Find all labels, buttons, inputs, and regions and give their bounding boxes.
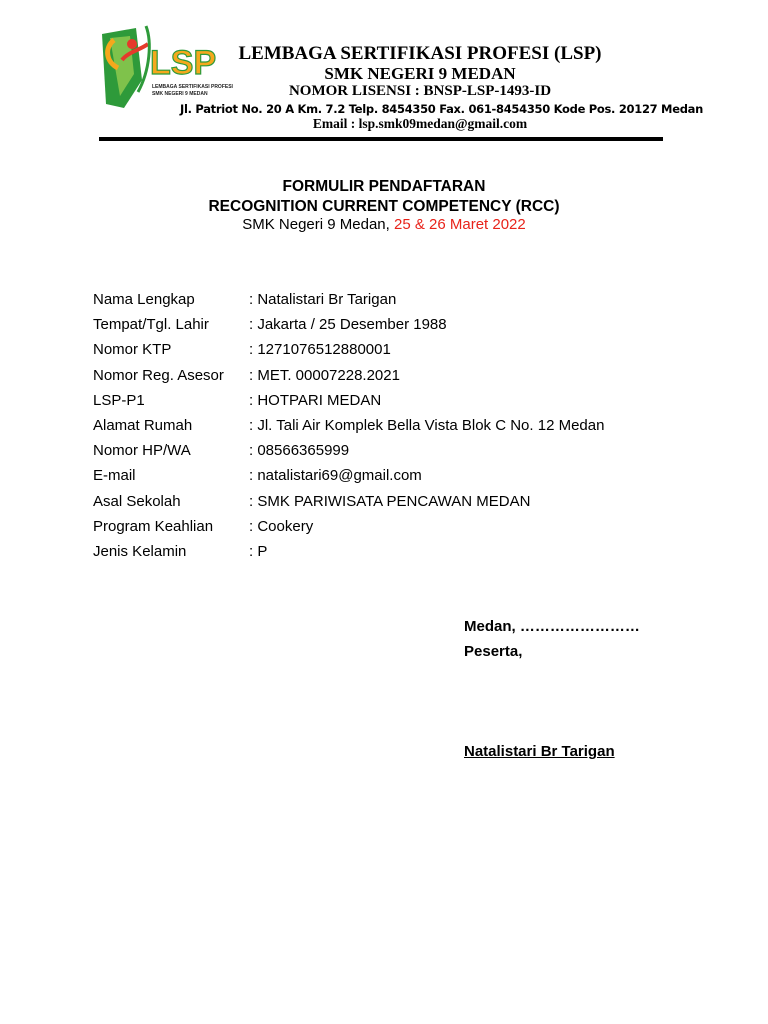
letterhead-address: Jl. Patriot No. 20 A Km. 7.2 Telp. 8454350 Fax. 061-8454350 Kode Pos. 20127 Medan bbox=[180, 102, 703, 116]
letterhead-org-name: LEMBAGA SERTIFIKASI PROFESI (LSP) bbox=[238, 43, 602, 64]
field-row bbox=[93, 340, 604, 365]
signature-name: Natalistari Br Tarigan bbox=[464, 743, 615, 760]
field-label: LSP-P1 bbox=[93, 391, 145, 409]
field-row bbox=[93, 466, 604, 491]
field-value: : HOTPARI MEDAN bbox=[249, 391, 382, 409]
field-row bbox=[93, 416, 604, 441]
field-label: Nomor HP/WA bbox=[93, 442, 191, 460]
letterhead-license: NOMOR LISENSI : BNSP-LSP-1493-ID bbox=[288, 83, 552, 99]
signature-role: Peserta, bbox=[464, 643, 523, 660]
event-dates: 25 & 26 Maret 2022 bbox=[393, 216, 526, 233]
field-label: Nomor KTP bbox=[93, 341, 172, 359]
field-value: : 1271076512880001 bbox=[249, 341, 391, 359]
field-value: : Jakarta / 25 Desember 1988 bbox=[249, 316, 447, 334]
field-row bbox=[93, 366, 604, 391]
field-row bbox=[93, 441, 604, 466]
field-label: Asal Sekolah bbox=[93, 492, 181, 510]
field-label: Nomor Reg. Asesor bbox=[93, 366, 224, 384]
header-divider bbox=[99, 137, 663, 141]
logo-text: LSP bbox=[150, 44, 217, 82]
field-label: Tempat/Tgl. Lahir bbox=[93, 316, 209, 334]
field-value: : natalistari69@gmail.com bbox=[249, 467, 422, 485]
field-row bbox=[93, 517, 604, 542]
field-value: : Jl. Tali Air Komplek Bella Vista Blok C No. 12 Medan bbox=[249, 416, 605, 434]
form-subtitle: RECOGNITION CURRENT COMPETENCY (RCC) bbox=[208, 198, 560, 215]
field-label: Alamat Rumah bbox=[93, 416, 193, 434]
field-row bbox=[93, 391, 604, 416]
field-value: : Cookery bbox=[249, 517, 314, 535]
field-row bbox=[93, 290, 604, 315]
form-title: FORMULIR PENDAFTARAN bbox=[282, 178, 486, 195]
location-text: SMK Negeri 9 Medan, bbox=[242, 216, 394, 233]
letterhead-email: Email : lsp.smk09medan@gmail.com bbox=[312, 116, 528, 131]
registration-fields bbox=[93, 290, 604, 567]
field-row bbox=[93, 315, 604, 340]
signature-place-date: Medan, …………………… bbox=[464, 618, 640, 635]
logo-caption-1: LEMBAGA SERTIFIKASI PROFESI bbox=[152, 84, 233, 90]
field-value: : P bbox=[249, 542, 268, 560]
field-label: E-mail bbox=[93, 467, 136, 485]
field-row bbox=[93, 542, 604, 567]
field-value: : SMK PARIWISATA PENCAWAN MEDAN bbox=[249, 492, 531, 510]
field-label: Jenis Kelamin bbox=[93, 542, 187, 560]
letterhead-school: SMK NEGERI 9 MEDAN bbox=[324, 64, 516, 83]
field-value: : MET. 00007228.2021 bbox=[249, 366, 400, 384]
form-location-date bbox=[0, 216, 768, 233]
field-value: : Natalistari Br Tarigan bbox=[249, 291, 397, 308]
logo-caption-2: SMK NEGERI 9 MEDAN bbox=[152, 91, 208, 97]
field-label: Program Keahlian bbox=[93, 517, 214, 535]
field-value: : 08566365999 bbox=[249, 442, 350, 460]
field-row bbox=[93, 492, 604, 517]
field-label: Nama Lengkap bbox=[93, 291, 195, 308]
